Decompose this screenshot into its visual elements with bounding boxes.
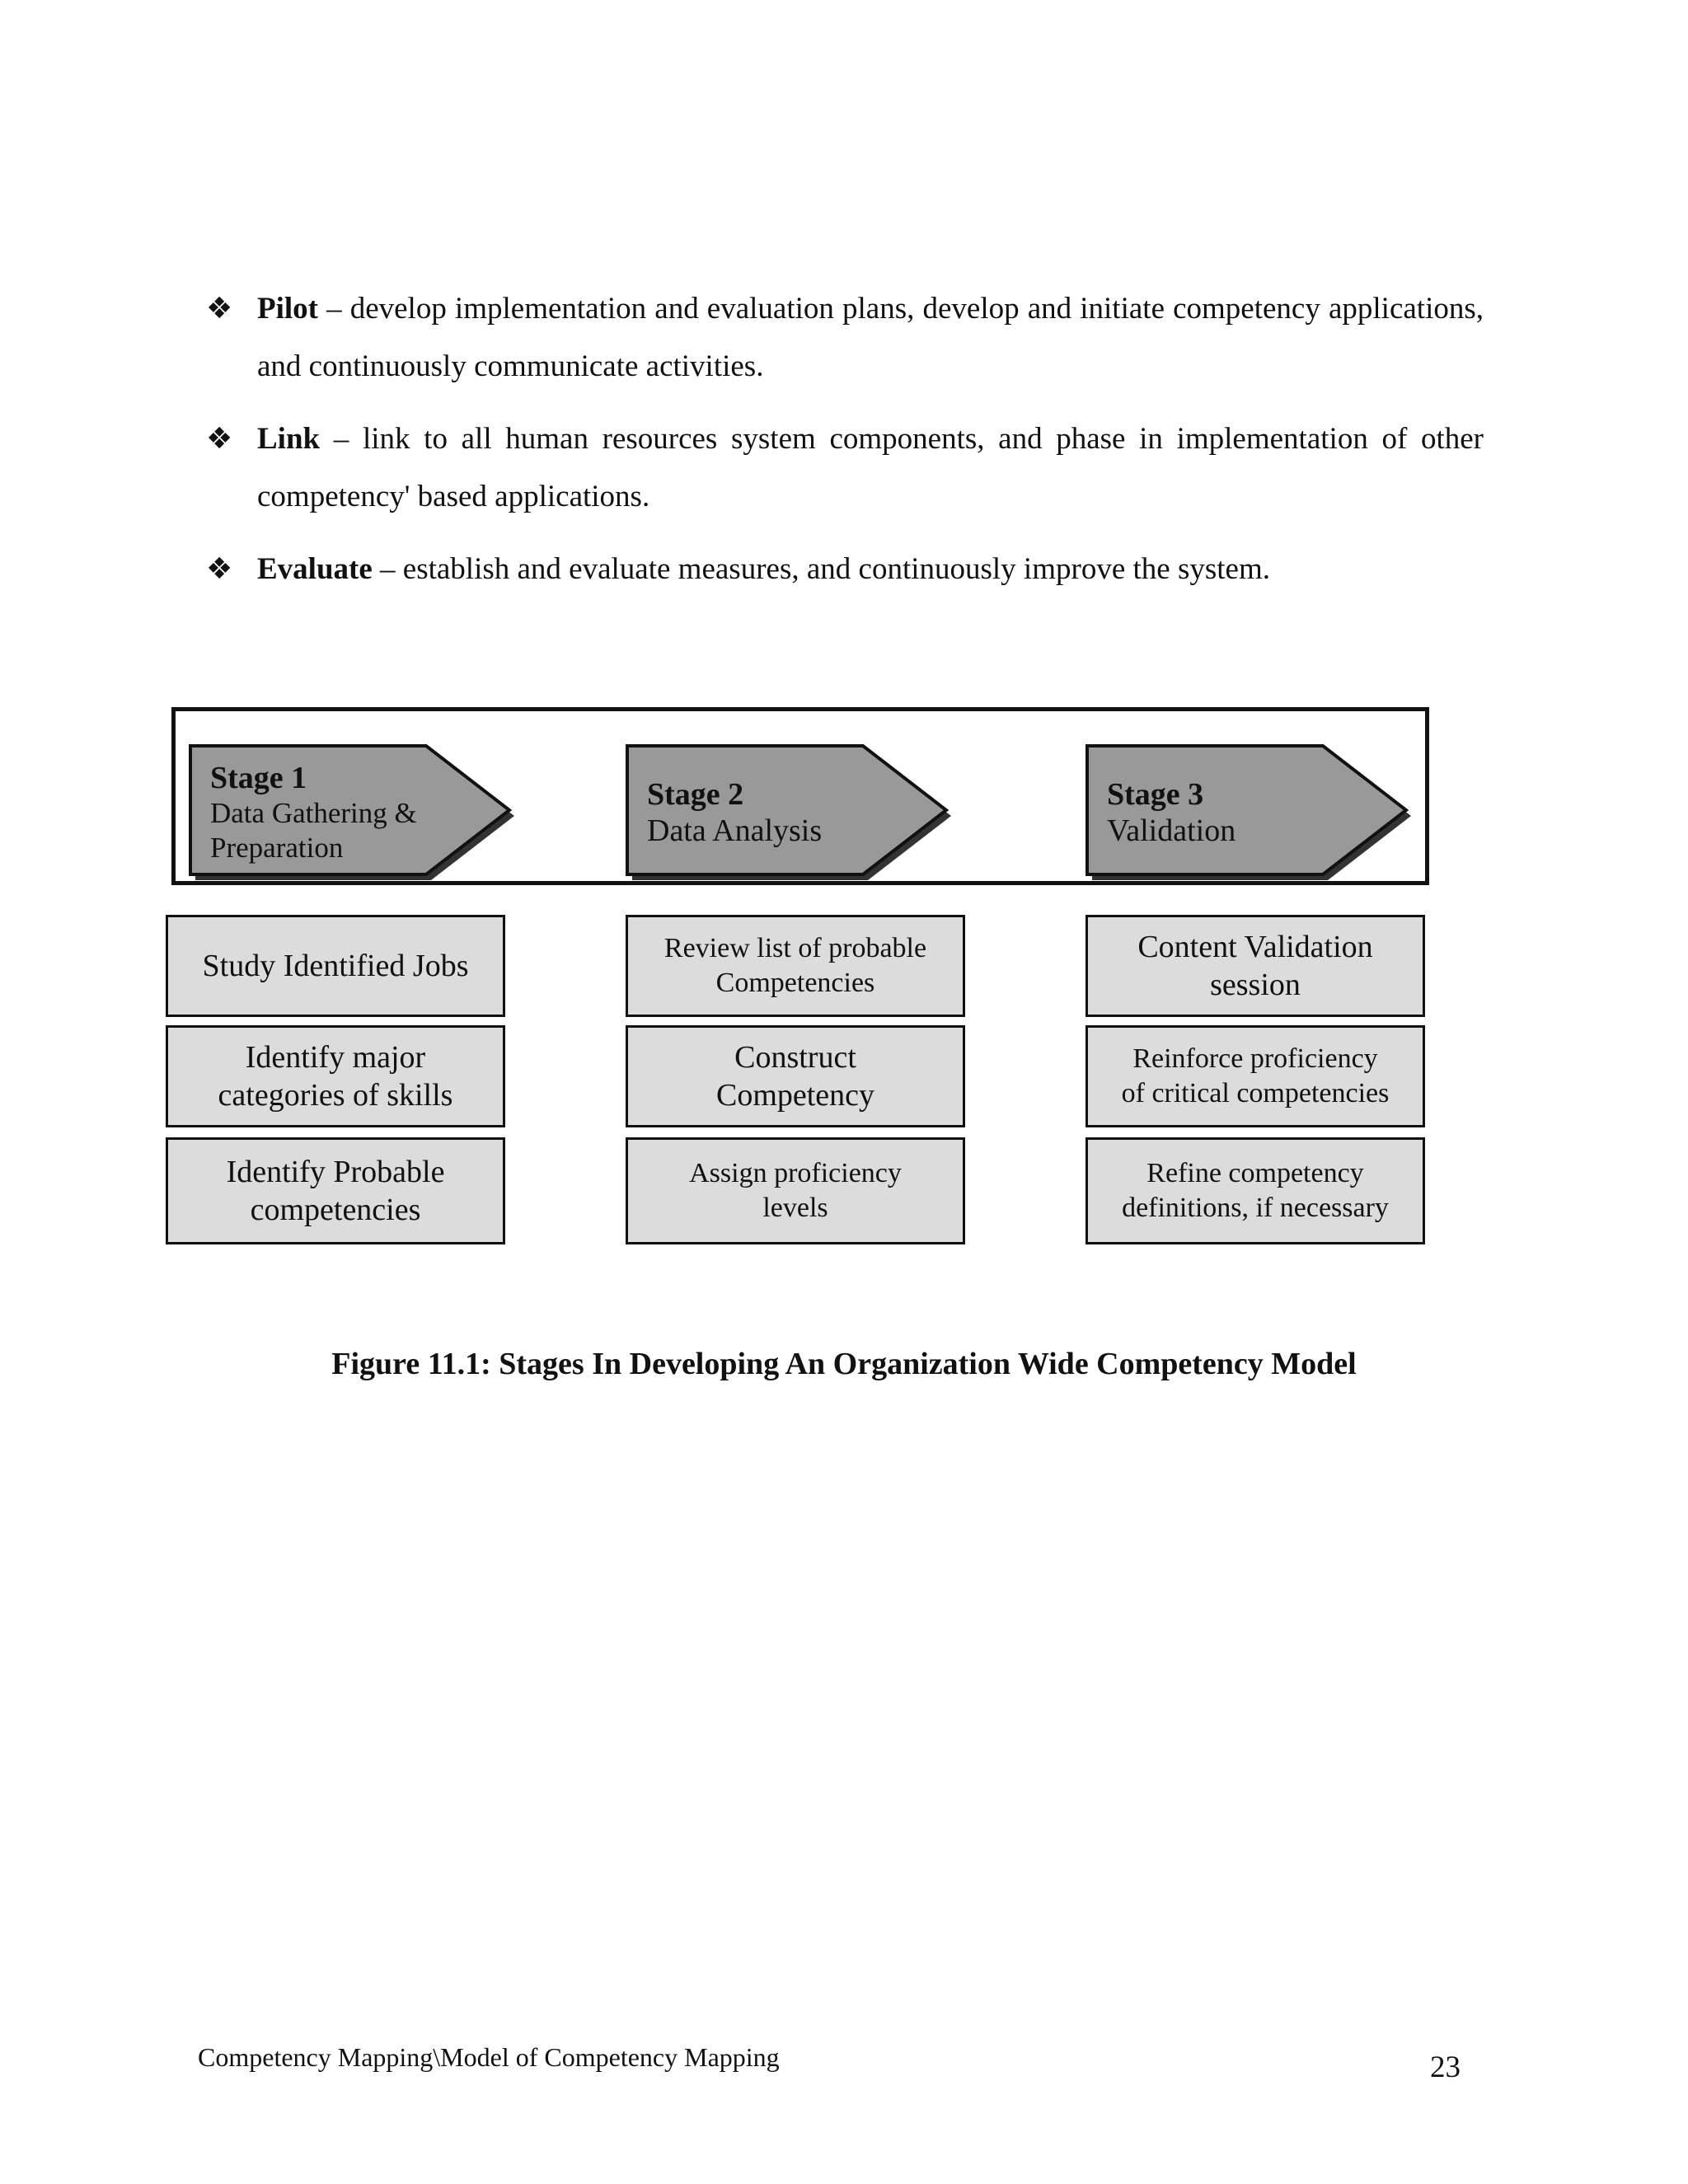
bullet-term: Link	[257, 422, 321, 456]
activity-text-line2: categories of skills	[218, 1078, 453, 1113]
bullet-text: – develop implementation and evaluation plans, develop and initiate competency applications, and continuously communicate activities.	[257, 292, 1484, 383]
activity-text-line1: Refine competency	[1146, 1158, 1364, 1188]
footer-path: Competency Mapping\Model of Competency Mapping	[198, 2042, 780, 2072]
diamond-bullet-icon: ❖	[206, 552, 233, 586]
activity-text-line2: of critical competencies	[1121, 1078, 1390, 1108]
activity-box	[1085, 915, 1425, 1017]
bullet-text: – link to all human resources system components, and phase in implementation of other competency' based applications.	[257, 422, 1484, 513]
activity-box	[1085, 1025, 1425, 1127]
activity-box	[626, 915, 965, 1017]
stage-2-subtitle: Data Analysis	[647, 813, 823, 848]
stage-2-label	[647, 776, 822, 849]
activity-box	[166, 1137, 505, 1244]
activity-box	[626, 1137, 965, 1244]
stage-3-subtitle: Validation	[1107, 813, 1236, 848]
figure-caption: Figure 11.1: Stages In Developing An Organization Wide Competency Model	[331, 1347, 1357, 1381]
bullet-text: – establish and evaluate measures, and continuously improve the system.	[372, 552, 1270, 586]
activity-text-line2: definitions, if necessary	[1122, 1193, 1389, 1223]
activity-text-line2: session	[1210, 968, 1301, 1002]
activity-text-line2: Competency	[715, 1078, 875, 1113]
diamond-bullet-icon: ❖	[206, 292, 233, 326]
activity-box	[166, 1025, 505, 1127]
stage-1-subtitle-line1: Data Gathering &	[210, 797, 417, 829]
activity-text-line1: Construct	[734, 1040, 856, 1075]
activity-text-line2: competencies	[250, 1193, 421, 1227]
activity-text-line1: Identify major	[245, 1040, 426, 1075]
activity-text-line1: Content Validation	[1137, 930, 1373, 964]
page-number: 23	[1430, 2050, 1461, 2084]
bullet-term: Evaluate	[257, 552, 373, 586]
activity-box	[1085, 1137, 1425, 1244]
stage-1-label	[210, 760, 417, 865]
activity-text-line1: Identify Probable	[226, 1155, 445, 1189]
stage-2-title: Stage 2	[647, 777, 744, 812]
stage-3-title: Stage 3	[1107, 777, 1204, 812]
stage-1-title: Stage 1	[210, 761, 307, 795]
activity-text-line2: levels	[762, 1193, 828, 1223]
activity-box	[166, 915, 505, 1017]
activity-box	[626, 1025, 965, 1127]
activity-text-line1: Review list of probable	[663, 933, 927, 963]
stage-3-label	[1107, 776, 1236, 849]
stage-1-subtitle-line2: Preparation	[210, 832, 344, 864]
diamond-bullet-icon: ❖	[206, 422, 233, 456]
activity-text-line1: Reinforce proficiency	[1132, 1043, 1378, 1074]
activity-text-line2: Competencies	[715, 968, 875, 998]
bullet-term: Pilot	[257, 292, 318, 326]
activity-text-line1: Study Identified Jobs	[202, 949, 469, 983]
activity-text-line1: Assign proficiency	[689, 1158, 902, 1188]
